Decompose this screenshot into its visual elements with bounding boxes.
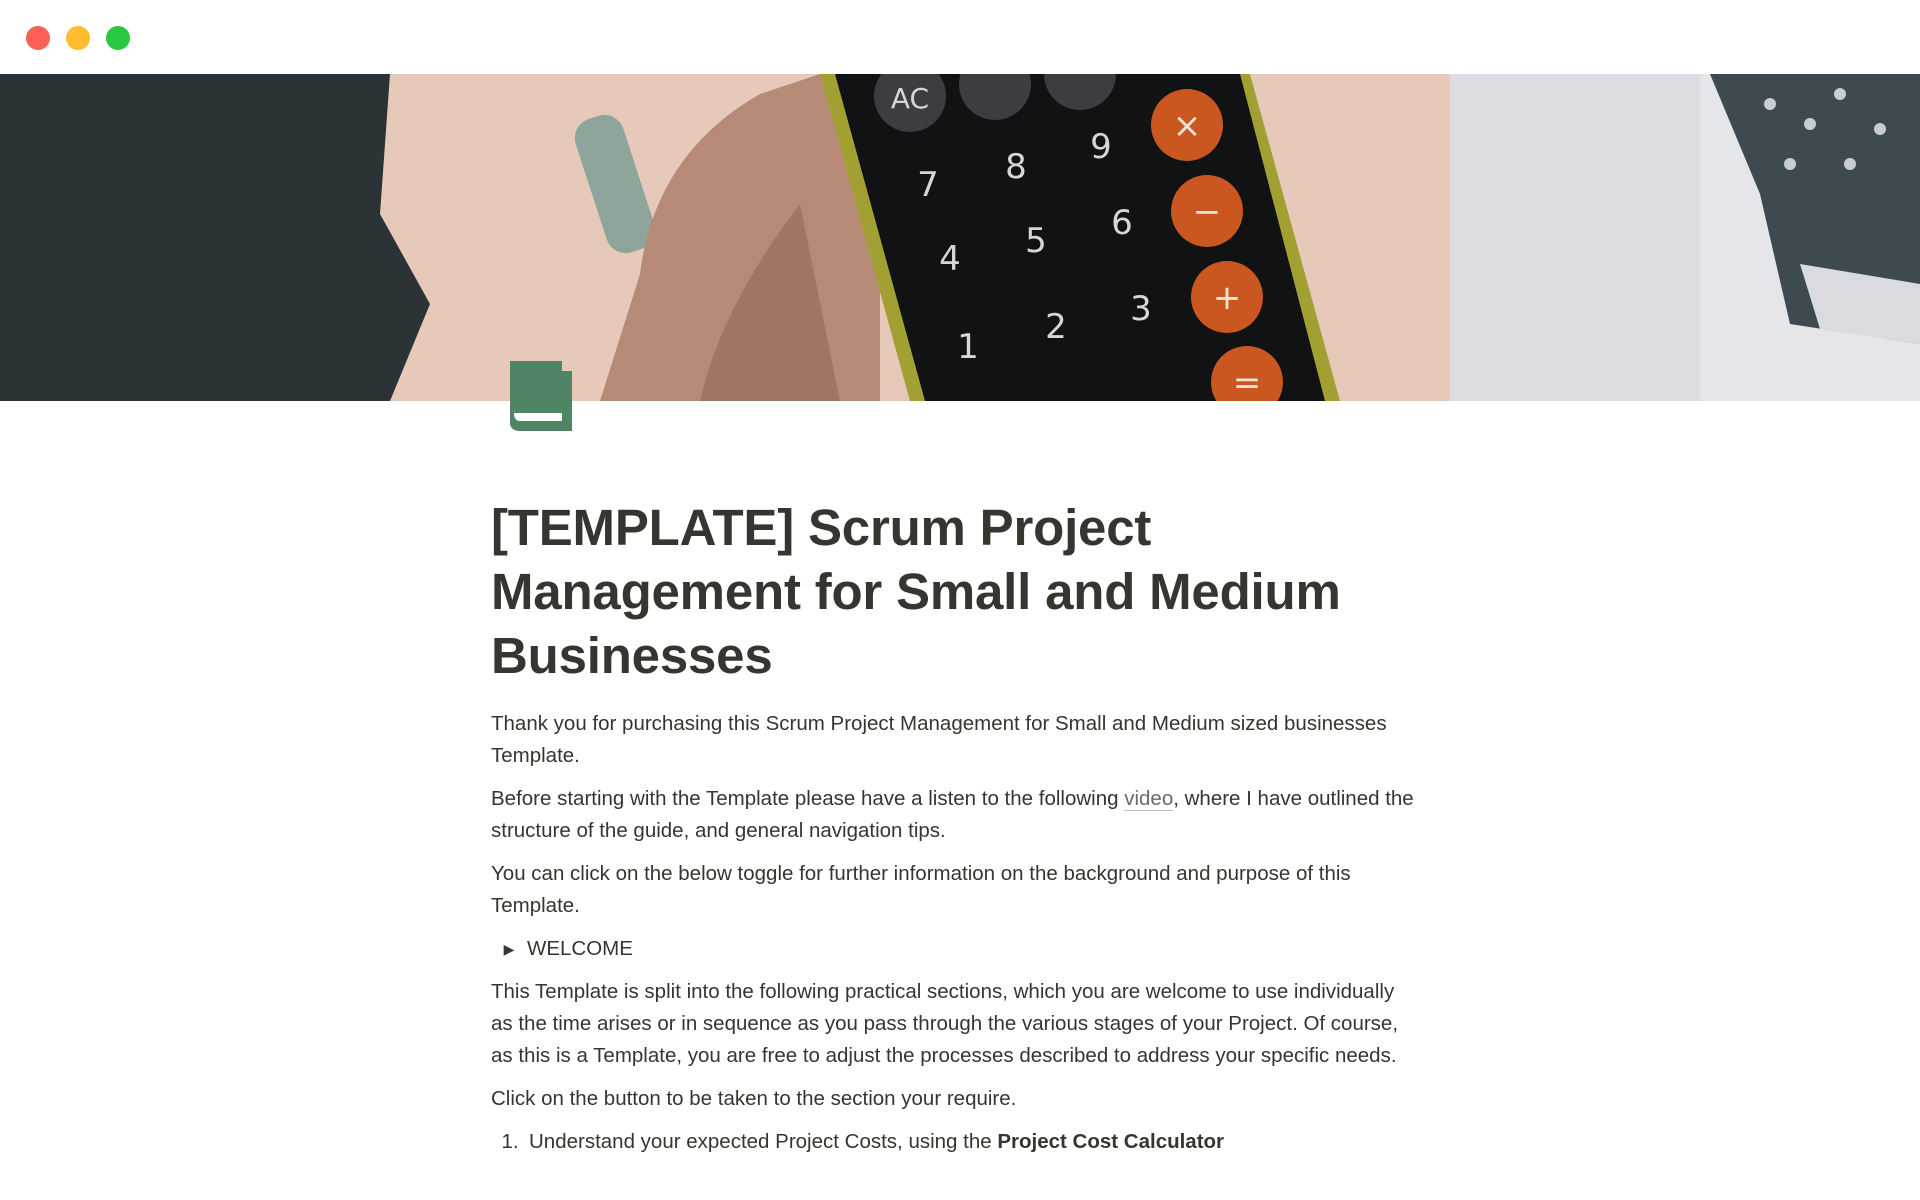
svg-text:2: 2: [1045, 307, 1067, 347]
svg-text:8: 8: [1005, 147, 1027, 187]
list-number: 1.: [501, 1130, 519, 1153]
svg-text:−: −: [1192, 192, 1222, 232]
page-content: [491, 496, 1421, 1158]
toggle-hint-paragraph: You can click on the below toggle for further information on the background and purpose of this Template.: [491, 862, 1351, 917]
svg-text:3: 3: [1130, 289, 1152, 329]
toggle-label[interactable]: WELCOME: [527, 937, 633, 960]
list-item-text: Understand your expected Project Costs, using the: [529, 1130, 998, 1153]
svg-text:=: =: [1232, 363, 1262, 401]
book-icon[interactable]: [506, 357, 580, 437]
video-text-before: Before starting with the Template please have a listen to the following: [491, 787, 1125, 810]
video-paragraph: [491, 783, 1421, 847]
svg-text:9: 9: [1090, 127, 1112, 167]
video-link[interactable]: video: [1124, 787, 1174, 810]
svg-text:1: 1: [957, 327, 979, 367]
svg-text:6: 6: [1111, 203, 1133, 243]
list-item-bold: Project Cost Calculator: [997, 1130, 1225, 1153]
svg-text:×: ×: [1172, 106, 1202, 146]
svg-text:AC: AC: [890, 82, 930, 115]
button-hint-paragraph: Click on the button to be taken to the section your require.: [491, 1087, 1017, 1110]
minimize-window-button[interactable]: [66, 26, 90, 50]
list-text: [529, 1126, 1224, 1158]
page-title: [TEMPLATE] Scrum Project Management for Small and Medium Businesses: [491, 499, 1341, 684]
intro-paragraph: Thank you for purchasing this Scrum Project Management for Small and Medium sized businesses Template.: [491, 712, 1387, 767]
video-text-after: , where I have outlined the structure of the guide, and general navigation tips.: [491, 787, 1414, 842]
sections-paragraph: This Template is split into the following practical sections, which you are welcome to use individually as the time arises or in sequence as you pass through the various stages of your Project. Of course, as this is a Template, you are free to adjust the processes described to address your specific needs.: [491, 980, 1399, 1067]
svg-text:4: 4: [939, 239, 961, 279]
maximize-window-button[interactable]: [106, 26, 130, 50]
cover-image: [0, 74, 1920, 401]
welcome-toggle[interactable]: [491, 933, 1421, 965]
svg-text:5: 5: [1025, 221, 1047, 261]
close-window-button[interactable]: [26, 26, 50, 50]
toggle-arrow-icon[interactable]: ▶: [503, 940, 515, 957]
svg-text:+: +: [1212, 278, 1242, 318]
window-titlebar: [0, 0, 1920, 74]
svg-text:7: 7: [917, 165, 939, 205]
list-item: [491, 1126, 1421, 1158]
